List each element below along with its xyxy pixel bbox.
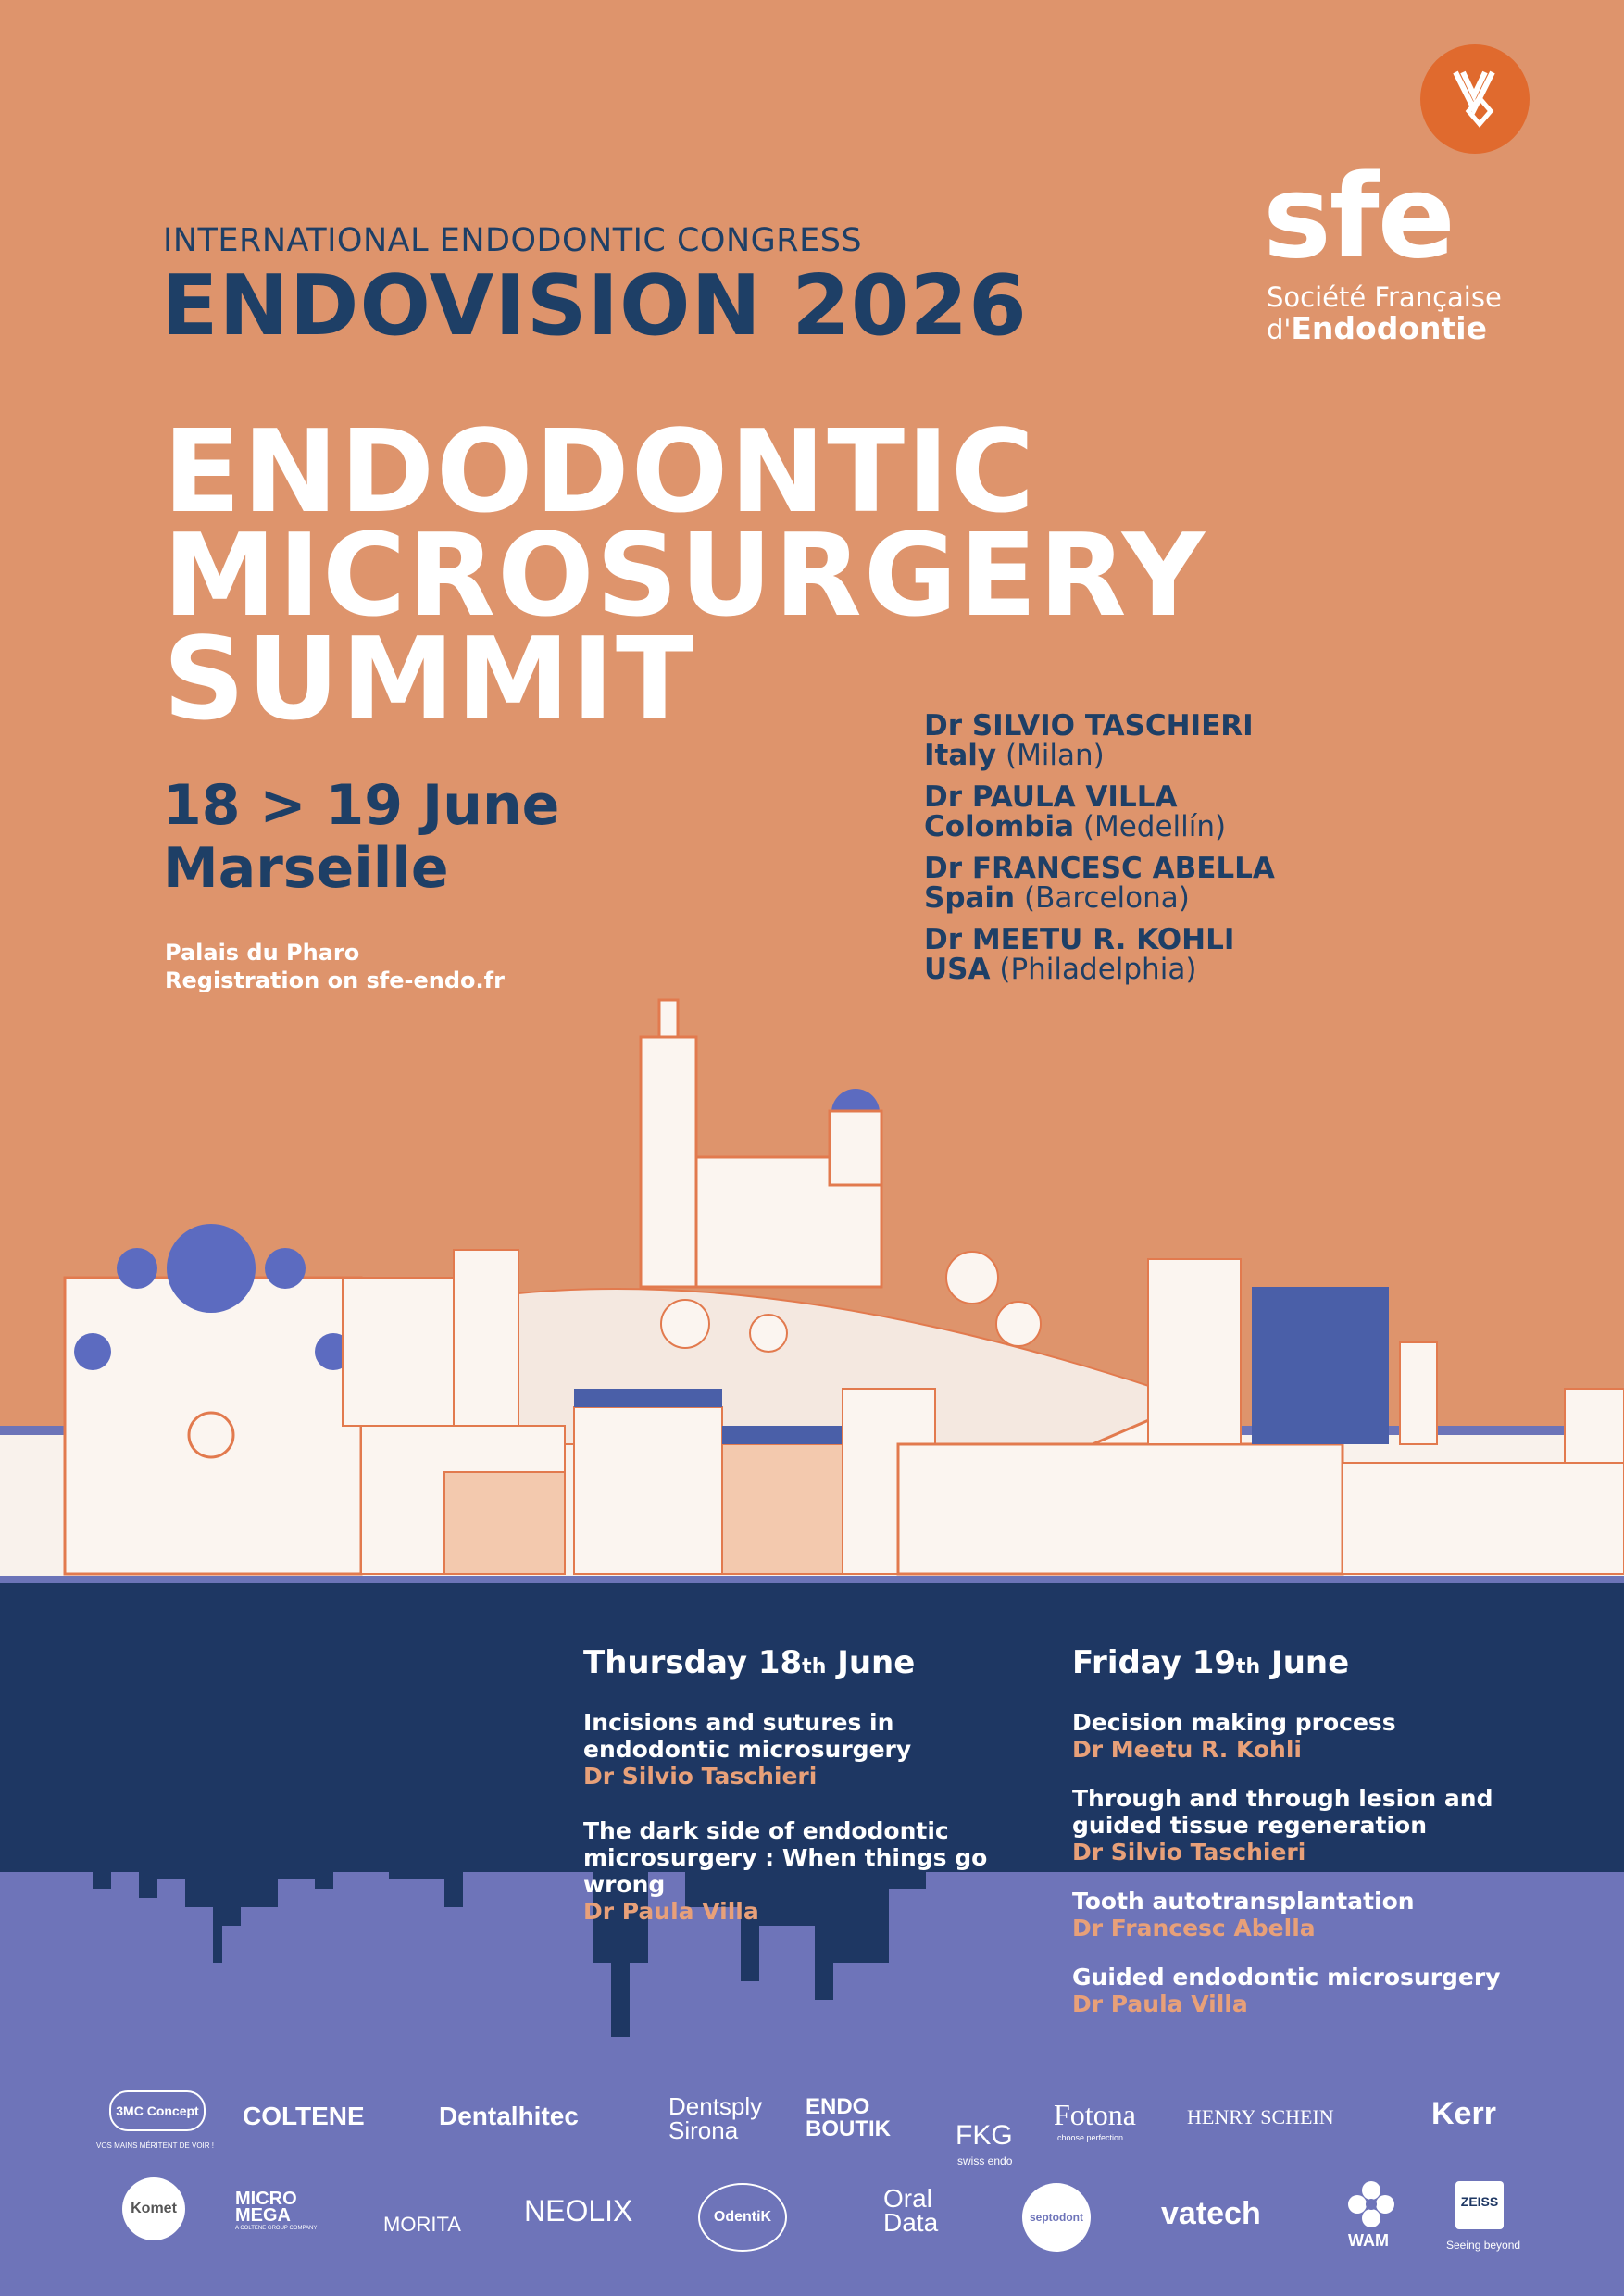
sponsor-morita: MORITA [383, 2213, 461, 2236]
talk-speaker: Dr Francesc Abella [1072, 1915, 1316, 1941]
sponsor-henry-schein: HENRY SCHEIN [1187, 2105, 1334, 2128]
speaker-country: Spain [924, 881, 1016, 915]
speaker-item [924, 854, 1275, 913]
sponsor-3mc-concept: 3MC Concept [109, 2090, 206, 2131]
sponsor-fkg: FKG [956, 2120, 1013, 2151]
day2-heading [1072, 1644, 1591, 1681]
logo-fullname [1267, 281, 1502, 345]
sponsor-neolix: NEOLIX [524, 2194, 633, 2227]
speaker-country: Italy [924, 739, 997, 772]
city: Marseille [163, 836, 449, 901]
summit-title [163, 406, 1206, 746]
speaker-name: Dr MEETU R. KOHLI [924, 923, 1235, 956]
talk-speaker: Dr Meetu R. Kohli [1072, 1736, 1302, 1763]
speaker-city: (Philadelphia) [999, 953, 1197, 986]
sponsor-zeiss: ZEISS [1460, 2194, 1499, 2209]
talk-item [1072, 1785, 1591, 1866]
sponsor-dentalhitec: Dentalhitec [439, 2102, 579, 2130]
sponsor-kerr: Kerr [1431, 2096, 1496, 2131]
talk-title: Guided endodontic microsurgery [1072, 1964, 1501, 1990]
day1-heading [583, 1644, 1083, 1681]
talk-item [583, 1817, 1083, 1925]
date-range: 18 > 19 June [163, 773, 560, 838]
speaker-name: Dr PAULA VILLA [924, 780, 1178, 814]
sponsor-fotona-tagline: choose perfection [1057, 2133, 1124, 2142]
sponsor-zeiss-tagline: Seeing beyond [1446, 2239, 1521, 2252]
logo-acronym: sfe [1263, 151, 1454, 284]
sponsor-fotona: Fotona [1054, 2098, 1136, 2131]
logo-line1: Société Française [1267, 281, 1502, 313]
title-line-2: MICROSURGERY [163, 510, 1206, 643]
talk-speaker: Dr Silvio Taschieri [1072, 1839, 1306, 1866]
registration-link[interactable]: Registration on sfe-endo.fr [165, 967, 505, 993]
day2-label: Friday 19 [1072, 1644, 1237, 1681]
speaker-country: Colombia [924, 810, 1075, 843]
talk-speaker: Dr Paula Villa [1072, 1990, 1248, 2017]
event-dates [163, 774, 559, 900]
venue-name: Palais du Pharo [165, 940, 360, 966]
speaker-item [924, 782, 1275, 842]
marseille-skyline-illustration [0, 944, 1624, 1583]
sponsor-oral-data: Oral Data [883, 2184, 939, 2237]
day1-month: June [826, 1644, 916, 1681]
congress-kicker: INTERNATIONAL ENDODONTIC CONGRESS [163, 222, 863, 259]
day1-suffix: th [802, 1655, 827, 1678]
talk-speaker: Dr Paula Villa [583, 1898, 759, 1925]
sponsor-dentsply-sirona: Dentsply Sirona [668, 2092, 763, 2144]
day2-suffix: th [1236, 1655, 1261, 1678]
event-name: ENDOVISION 2026 [161, 257, 1028, 355]
sponsor-vatech: vatech [1161, 2196, 1261, 2231]
sponsor-3mc-tagline: VOS MAINS MÉRITENT DE VOIR ! [96, 2141, 214, 2150]
wam-flower-icon [1346, 2181, 1396, 2227]
sponsor-fkg-tagline: swiss endo [957, 2154, 1013, 2167]
sponsor-endo-boutik: ENDO BOUTIK [806, 2094, 891, 2141]
speaker-item [924, 711, 1275, 770]
talk-item [1072, 1888, 1591, 1941]
talk-item [583, 1709, 1083, 1790]
sponsor-komet: Komet [122, 2177, 185, 2240]
speaker-country: USA [924, 953, 991, 986]
sponsor-odentik: OdentiK [698, 2183, 787, 2252]
speaker-city: (Medellín) [1082, 810, 1227, 843]
talk-item [1072, 1964, 1591, 2017]
logo-line2-prefix: d' [1267, 314, 1292, 345]
talk-item [1072, 1709, 1591, 1763]
sponsor-wam: WAM [1348, 2231, 1389, 2250]
talk-speaker: Dr Silvio Taschieri [583, 1763, 818, 1790]
speaker-city: (Barcelona) [1024, 881, 1190, 915]
talk-title: Through and through lesion and guided tissue regeneration [1072, 1785, 1493, 1839]
sponsor-micro-mega: MICRO MEGA [235, 2189, 297, 2226]
speaker-name: Dr FRANCESC ABELLA [924, 852, 1275, 885]
program-day2 [1072, 1644, 1591, 2045]
title-line-1: ENDODONTIC [163, 406, 1037, 539]
title-line-3: SUMMIT [163, 614, 695, 746]
talk-title: The dark side of endodontic microsurgery : When things go wrong [583, 1817, 988, 1898]
sponsor-septodont: septodont [1022, 2183, 1091, 2252]
day1-label: Thursday 18 [583, 1644, 803, 1681]
sponsor-micromega-tagline: A COLTENE GROUP COMPANY [235, 2226, 318, 2231]
sponsor-coltene: COLTENE [243, 2102, 365, 2130]
talk-title: Incisions and sutures in endodontic microsurgery [583, 1709, 912, 1763]
logo-line2-bold: Endodontie [1291, 310, 1487, 346]
speaker-name: Dr SILVIO TASCHIERI [924, 709, 1254, 742]
speaker-city: (Milan) [1005, 739, 1105, 772]
sfe-emblem-icon [1420, 44, 1530, 154]
program-day1 [583, 1644, 1083, 1953]
talk-title: Decision making process [1072, 1709, 1396, 1736]
day2-month: June [1260, 1644, 1350, 1681]
zeiss-logo [1455, 2181, 1504, 2229]
talk-title: Tooth autotransplantation [1072, 1888, 1415, 1915]
